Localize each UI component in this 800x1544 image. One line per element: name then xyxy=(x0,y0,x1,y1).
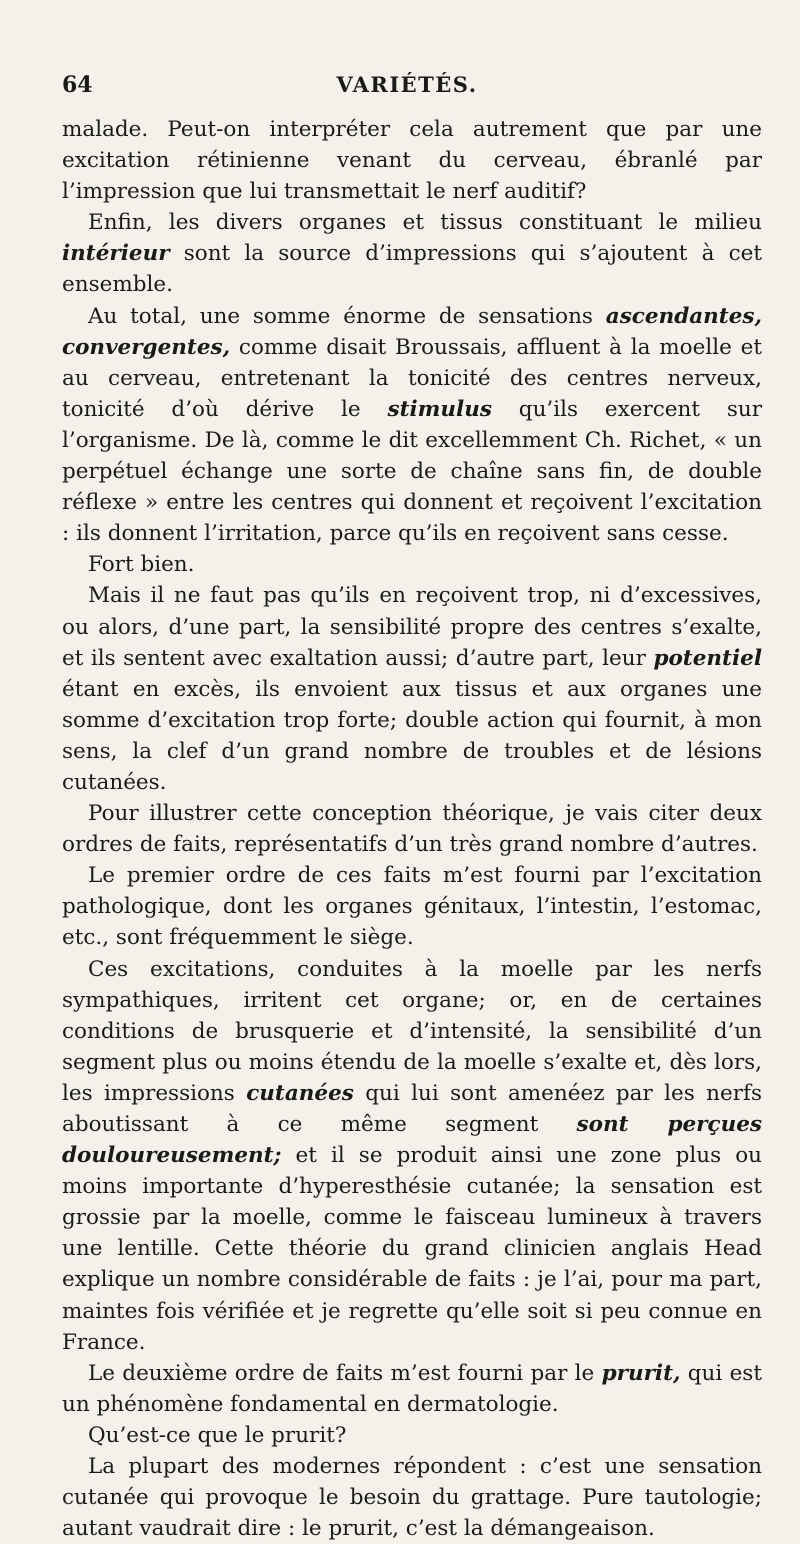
text-run: Enfin, les divers organes et tissus constituant le milieu xyxy=(88,210,762,236)
paragraph xyxy=(62,860,762,953)
text-run: Le premier ordre de ces faits m’est fourni par l’excitation pathologique, dont les organes génitaux, l’intestin, l’estomac, etc., sont fréquemment le siège. xyxy=(62,863,762,951)
text-run: sont la source d’impressions qui s’ajoutent à cet ensemble. xyxy=(62,241,762,298)
text-run: Fort bien. xyxy=(88,552,195,578)
paragraph xyxy=(62,580,762,798)
text-run: La plupart des modernes répondent : c’est une sensation cutanée qui provoque le besoin du grattage. Pure tautologie; autant vaudrait dire : le prurit, c’est la démangeaison. xyxy=(62,1454,762,1542)
emphasis-text: intérieur xyxy=(62,241,170,267)
emphasis-text: sont perçues douloureusement; xyxy=(62,1112,762,1169)
text-run: Mais il ne faut pas qu’ils en reçoivent trop, ni d’excessives, ou alors, d’une part, la sensibilité propre des centres s’exalte, et ils sentent avec exaltation aussi; d’autre part, leur xyxy=(62,583,762,671)
text-run: qui lui sont amenéez par les nerfs aboutissant à ce même segment xyxy=(62,1080,762,1137)
paragraph xyxy=(62,549,762,580)
running-title: VARIÉTÉS. xyxy=(336,72,478,97)
text-run: Au total, une somme énorme de sensations xyxy=(88,303,606,329)
paragraph xyxy=(62,1420,762,1451)
paragraph xyxy=(62,1358,762,1420)
text-run: et il se produit ainsi une zone plus ou moins importante d’hyperesthésie cutanée; la sensation est grossie par la moelle, comme le faisceau lumineux à travers une lentille. Cette théorie du grand clinicien anglais Head explique un nombre considérable de faits : je l’ai, pour ma part, maintes fois vérifiée et je regrette qu’elle soit si peu connue en France. xyxy=(62,1143,762,1355)
emphasis-text: potentiel xyxy=(653,645,762,671)
paragraph xyxy=(62,1451,762,1544)
text-run: Le deuxième ordre de faits m’est fourni par le xyxy=(88,1360,602,1386)
paragraph xyxy=(62,301,762,550)
text-run: qu’ils exercent sur l’organisme. De là, comme le dit excellemment Ch. Richet, « un perpétuel échange une sorte de chaîne sans fin, de double réflexe » entre les centres qui donnent et reçoivent l’excitation : ils donnent l’irritation, parce qu’ils en reçoivent sans cesse. xyxy=(62,396,762,547)
text-run: Qu’est-ce que le prurit? xyxy=(88,1422,347,1448)
body-text xyxy=(62,114,762,1544)
text-run: étant en excès, ils envoient aux tissus et aux organes une somme d’excitation trop forte; double action qui fournit, à mon sens, la clef d’un grand nombre de troubles et de lésions cutanées. xyxy=(62,676,762,795)
emphasis-text: cutanées xyxy=(246,1080,354,1106)
paragraph xyxy=(62,798,762,860)
page-number: 64 xyxy=(62,72,93,98)
emphasis-text: prurit, xyxy=(601,1360,681,1386)
text-run: malade. Peut-on interpréter cela autrement que par une excitation rétinienne venant du cerveau, ébranlé par l’impression que lui transmettait le nerf auditif? xyxy=(62,117,762,205)
paragraph xyxy=(62,207,762,300)
paragraph xyxy=(62,954,762,1358)
text-run: Pour illustrer cette conception théorique, je vais citer deux ordres de faits, représentatifs d’un très grand nombre d’autres. xyxy=(62,801,762,858)
emphasis-text: stimulus xyxy=(387,396,492,422)
paragraph xyxy=(62,114,762,207)
text-run: comme disait Broussais, affluent à la moelle et au cerveau, entretenant la tonicité des centres nerveux, tonicité d’où dérive le xyxy=(62,334,762,422)
emphasis-text: ascendantes, convergentes, xyxy=(62,303,762,360)
text-run: qui est un phénomène fondamental en dermatologie. xyxy=(62,1360,762,1417)
text-run: Ces excitations, conduites à la moelle par les nerfs sympathiques, irritent cet organe; or, en de certaines conditions de brusquerie et d’intensité, la sensibilité d’un segment plus ou moins étendu de la moelle s’exalte et, dès lors, les impressions xyxy=(62,956,762,1106)
page-header xyxy=(62,72,752,102)
